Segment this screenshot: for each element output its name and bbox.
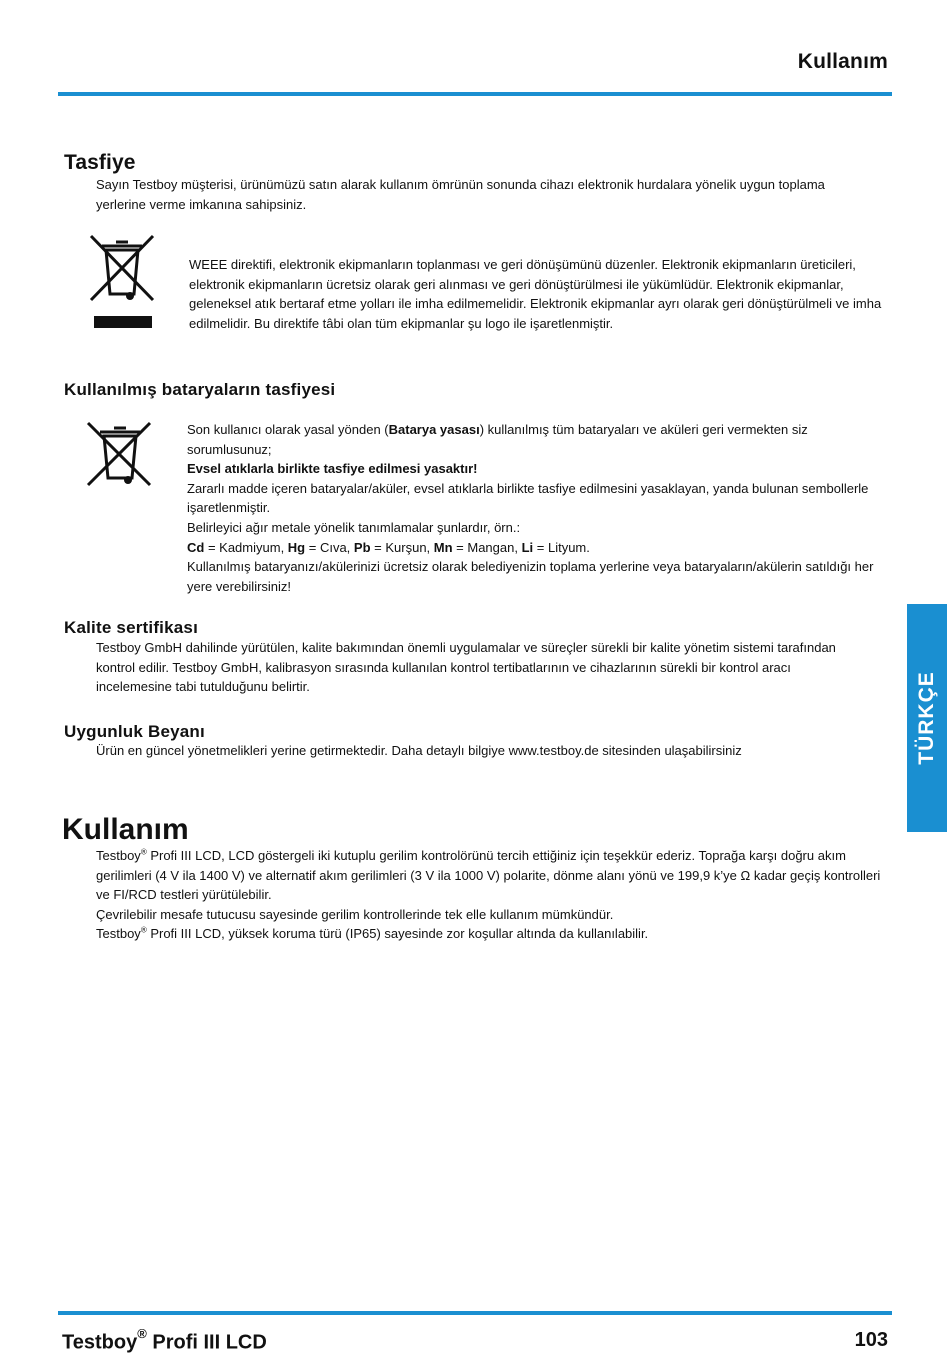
heading-batteries: Kullanılmış bataryaların tasfiyesi — [64, 380, 336, 399]
header-rule — [58, 92, 892, 96]
kullanim-ip65: Testboy® Profi III LCD, yüksek koruma türü (IP65) sayesinde zor koşullar altında da kullanılabilir. — [96, 926, 649, 942]
batteries-return: Kullanılmış bataryanızı/akülerinizi ücretsiz olarak belediyenizin toplama yerlerine veya bataryaların/akülerin satıldığı her yere verebilirsiniz! — [187, 559, 874, 594]
footer-brand: Testboy® Profi III LCD — [62, 1326, 267, 1354]
kullanim-one-hand: Çevrilebilir mesafe tutucusu sayesinde gerilim kontrollerinde tek elle kullanım mümkündür. — [96, 906, 614, 922]
kullanim-text — [96, 846, 886, 944]
language-tab — [907, 604, 947, 832]
batteries-metals-list: Cd = Kadmiyum, Hg = Cıva, Pb = Kurşun, Mn = Mangan, Li = Lityum. — [187, 539, 590, 555]
weee-bin-icon — [88, 232, 158, 332]
heading-kalite: Kalite sertifikası — [64, 618, 198, 637]
batteries-text — [187, 420, 877, 596]
batteries-symbols: Zararlı madde içeren bataryalar/aküler, evsel atıklarla birlikte tasfiye edilmesini yasaklayan, yanda bulunan sembollerle işaretlenmiştir. — [187, 480, 869, 516]
weee-text: WEEE direktifi, elektronik ekipmanların toplanması ve geri dönüşümünü düzenler. Elektronik ekipmanların üreticileri, elektronik ekipmanların ücretsiz olarak geri alınması ve geri dönüştürülmesi ile yükümlüdür. Elektronik ekipmanlar, geleneksel atık bertaraf etme yolları ile imha edilmemelidir. Elektronik ekipmanlar ayrı olarak geri dönüştürülmeli ve imha edilmelidir. Bu direktife tâbi olan tüm ekipmanlar şu logo ile işaretlenmiştir. — [189, 257, 882, 331]
battery-bin-icon — [84, 420, 156, 490]
heading-tasfiye: Tasfiye — [64, 151, 136, 174]
heading-uygunluk: Uygunluk Beyanı — [64, 722, 205, 741]
uygunluk-text: Ürün en güncel yönetmelikleri yerine getirmektedir. Daha detaylı bilgiye www.testboy.de sitesinden ulaşabilirsiniz — [96, 743, 742, 758]
language-tab-label: TÜRKÇE — [915, 671, 938, 765]
tasfiye-intro: Sayın Testboy müşterisi, ürünümüzü satın alarak kullanım ömrünün sonunda cihazı elektronik hurdalara yönelik uygun toplama yerlerine verme imkanına sahipsiniz. — [96, 177, 825, 212]
footer-rule — [58, 1311, 892, 1315]
header-title: Kullanım — [797, 50, 888, 73]
heading-kullanim: Kullanım — [62, 813, 189, 846]
batteries-warning: Evsel atıklarla birlikte tasfiye edilmesi yasaktır! — [187, 461, 478, 477]
page-number: 103 — [854, 1329, 888, 1351]
batteries-metals-intro: Belirleyici ağır metale yönelik tanımlamalar şunlardır, örn.: — [187, 519, 521, 535]
kullanim-intro: Testboy® Profi III LCD, LCD göstergeli iki kutuplu gerilim kontrolörünü tercih ettiğiniz için teşekkür ederiz. Toprağa karşı doğru akım gerilimleri (4 V ila 1400 V) ve alternatif akım gerilimleri (3 V ila 1000 V) polarite, dönme alanı yönü ve 199,9 k’ye Ω kadar geçiş kontrolleri ve FI/RCD testleri yürütülebilir. — [96, 847, 881, 903]
kalite-text: Testboy GmbH dahilinde yürütülen, kalite bakımından önemli uygulamalar ve süreçler sürekli bir kalite yönetim sistemi tarafından kontrol edilir. Testboy GmbH, kalibrasyon sırasında kullanılan kontrol tertibatlarının ve cihazlarının sürekli bir kontrol aracı incelemesine tabi tutulduğunu belirtir. — [96, 640, 836, 695]
batteries-responsibility: Son kullanıcı olarak yasal yönden (Batarya yasası) kullanılmış tüm bataryaları ve aküleri geri vermekten siz sorumlusunuz; — [187, 422, 808, 457]
